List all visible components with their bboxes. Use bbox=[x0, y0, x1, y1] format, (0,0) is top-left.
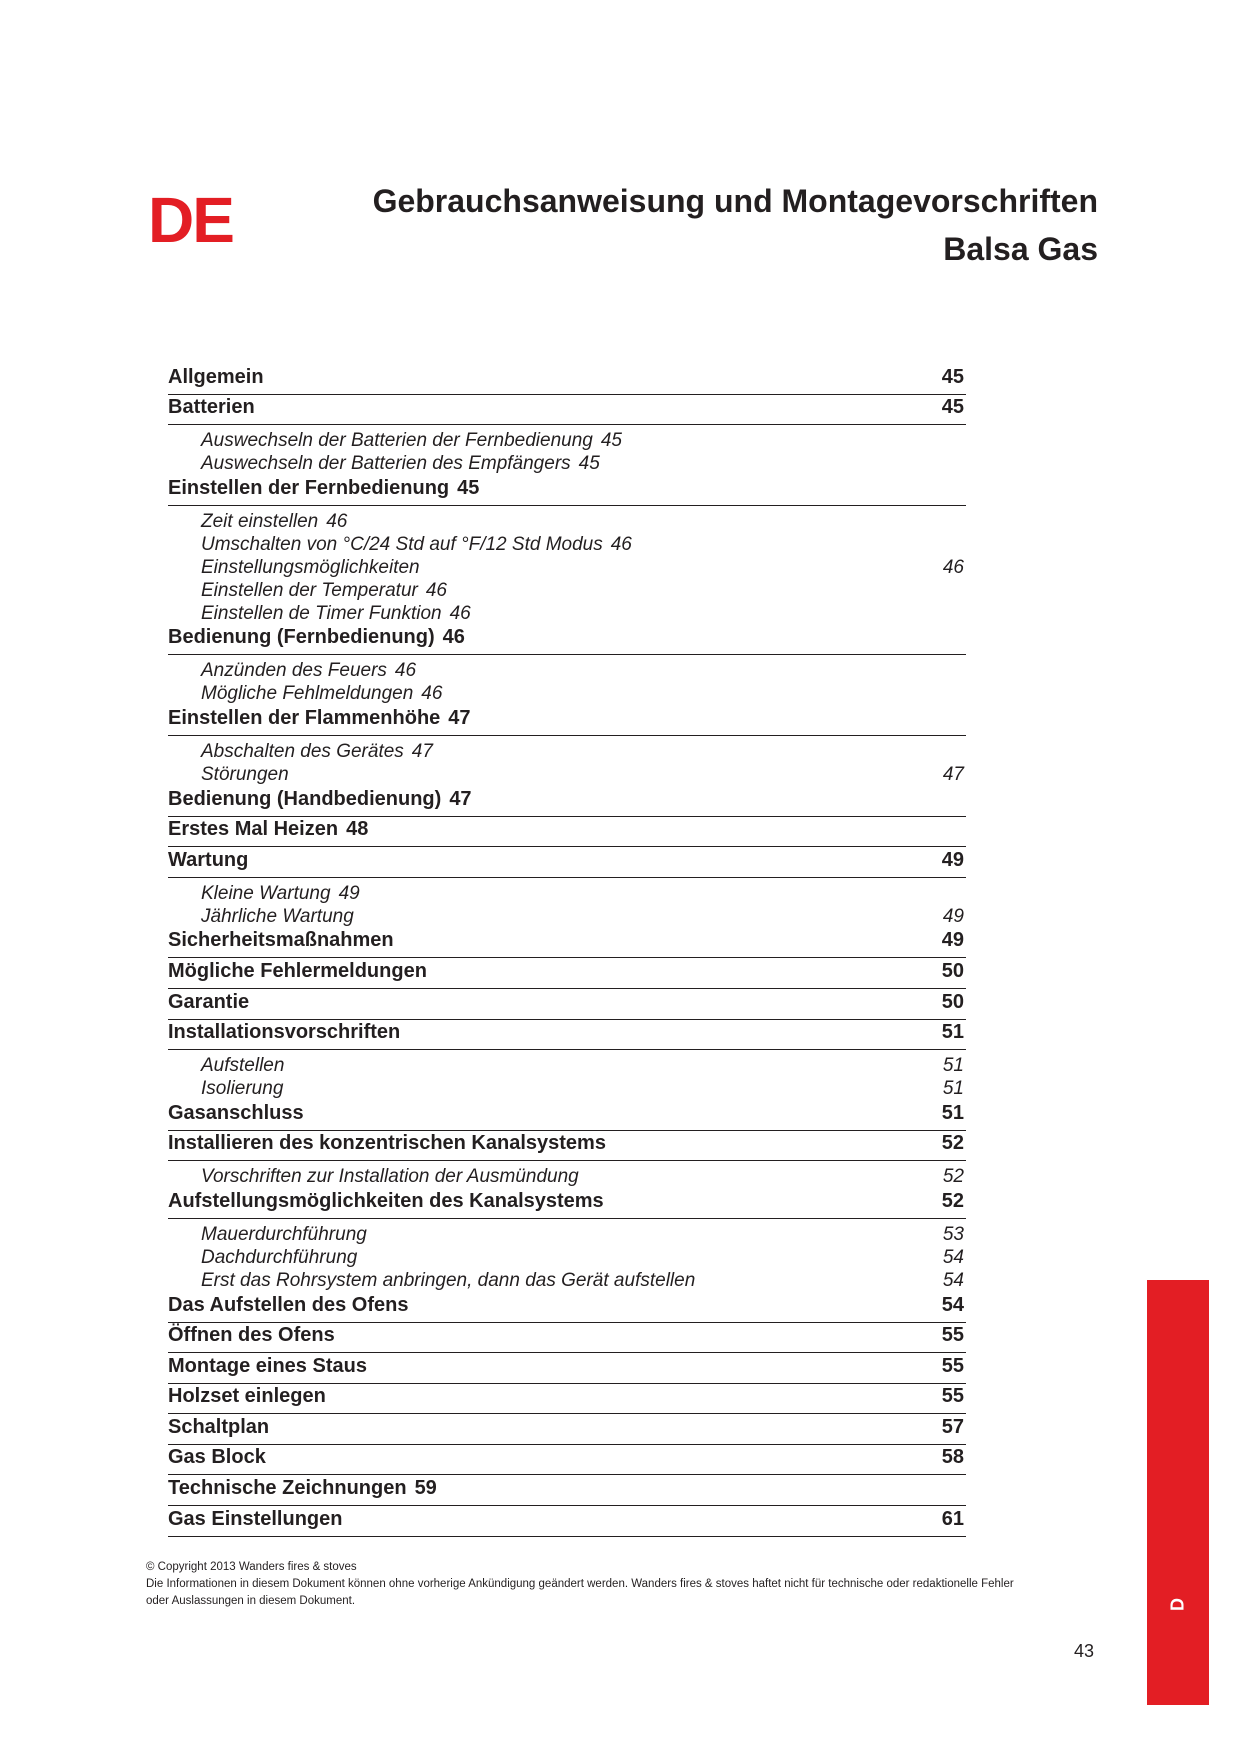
toc-page-number: 50 bbox=[941, 990, 964, 1013]
toc-entry-label: Mögliche Fehlermeldungen bbox=[168, 959, 427, 982]
page-number: 43 bbox=[1074, 1641, 1095, 1661]
product-name: Balsa Gas bbox=[943, 231, 1098, 267]
toc-entry-label: Gas Block bbox=[168, 1446, 266, 1469]
language-code: DE bbox=[148, 184, 233, 256]
toc-section[interactable] bbox=[168, 625, 966, 656]
table-of-contents bbox=[168, 364, 966, 1537]
toc-page-number: 45 bbox=[600, 430, 622, 452]
toc-page-number: 51 bbox=[941, 1021, 964, 1044]
toc-page-number: 45 bbox=[941, 365, 964, 388]
toc-page-number: 55 bbox=[941, 1354, 964, 1377]
toc-page-number: 46 bbox=[942, 556, 964, 578]
toc-entry-label: Isolierung bbox=[201, 1078, 284, 1100]
toc-page-number: 45 bbox=[578, 453, 600, 475]
toc-page-number: 46 bbox=[610, 533, 632, 555]
toc-section[interactable] bbox=[168, 1131, 966, 1162]
toc-page-number: 47 bbox=[942, 763, 964, 785]
toc-page-number: 59 bbox=[414, 1477, 437, 1500]
toc-subsection[interactable] bbox=[168, 1165, 966, 1188]
toc-page-number: 49 bbox=[941, 848, 964, 871]
toc-page-number: 45 bbox=[941, 396, 964, 419]
language-side-tab bbox=[1147, 1280, 1209, 1705]
toc-entry-label: Batterien bbox=[168, 396, 255, 419]
toc-subsection[interactable] bbox=[168, 905, 966, 928]
toc-page-number: 51 bbox=[942, 1055, 964, 1077]
toc-subsection[interactable] bbox=[168, 682, 966, 705]
toc-subsection[interactable] bbox=[168, 1054, 966, 1077]
toc-entry-label: Erst das Rohrsystem anbringen, dann das Gerät aufstellen bbox=[201, 1269, 696, 1291]
toc-entry-label: Bedienung (Fernbedienung) 46 bbox=[168, 626, 465, 649]
toc-section[interactable] bbox=[168, 1323, 966, 1354]
toc-section[interactable] bbox=[168, 958, 966, 989]
toc-subsection[interactable] bbox=[168, 556, 966, 579]
toc-subsection[interactable] bbox=[168, 1077, 966, 1100]
toc-entry-label: Kleine Wartung 49 bbox=[201, 882, 360, 904]
toc-subsection[interactable] bbox=[168, 533, 966, 556]
toc-page-number: 46 bbox=[326, 510, 348, 532]
toc-page-number: 52 bbox=[941, 1132, 964, 1155]
toc-section[interactable] bbox=[168, 1020, 966, 1051]
toc-section[interactable] bbox=[168, 395, 966, 426]
toc-section[interactable] bbox=[168, 705, 966, 736]
toc-section[interactable] bbox=[168, 1506, 966, 1537]
toc-page-number: 46 bbox=[442, 626, 465, 649]
toc-entry-label: Technische Zeichnungen 59 bbox=[168, 1477, 437, 1500]
toc-section[interactable] bbox=[168, 817, 966, 848]
toc-entry-label: Montage eines Staus bbox=[168, 1354, 367, 1377]
toc-entry-label: Allgemein bbox=[168, 365, 264, 388]
toc-entry-label: Zeit einstellen 46 bbox=[201, 510, 348, 532]
toc-entry-label: Einstellungsmöglichkeiten bbox=[201, 556, 420, 578]
toc-subsection[interactable] bbox=[168, 740, 966, 763]
toc-page-number: 47 bbox=[448, 706, 471, 729]
toc-section[interactable] bbox=[168, 928, 966, 959]
toc-entry-label: Das Aufstellen des Ofens bbox=[168, 1293, 409, 1316]
toc-subsection[interactable] bbox=[168, 510, 966, 533]
toc-entry-label: Wartung bbox=[168, 848, 249, 871]
toc-entry-label: Einstellen der Temperatur 46 bbox=[201, 579, 447, 601]
toc-entry-label: Installieren des konzentrischen Kanalsystems bbox=[168, 1132, 606, 1155]
toc-section[interactable] bbox=[168, 1188, 966, 1219]
toc-section[interactable] bbox=[168, 364, 966, 395]
toc-section[interactable] bbox=[168, 475, 966, 506]
toc-page-number: 54 bbox=[941, 1293, 964, 1316]
toc-page-number: 49 bbox=[942, 905, 964, 927]
toc-page-number: 54 bbox=[942, 1269, 964, 1291]
toc-page-number: 49 bbox=[338, 882, 360, 904]
toc-subsection[interactable] bbox=[168, 763, 966, 786]
toc-page-number: 45 bbox=[457, 476, 480, 499]
toc-page-number: 57 bbox=[941, 1415, 964, 1438]
disclaimer-line-1: Die Informationen in diesem Dokument können ohne vorherige Ankündigung geändert werden. Wanders fires & stoves haftet nicht für technische oder redaktionelle Fehler bbox=[146, 1578, 1014, 1590]
toc-page-number: 46 bbox=[421, 683, 443, 705]
toc-entry-label: Sicherheitsmaßnahmen bbox=[168, 929, 394, 952]
toc-subsection[interactable] bbox=[168, 452, 966, 475]
toc-page-number: 54 bbox=[942, 1246, 964, 1268]
copyright-line: © Copyright 2013 Wanders fires & stoves bbox=[146, 1561, 357, 1573]
toc-entry-label: Dachdurchführung bbox=[201, 1246, 358, 1268]
toc-page-number: 52 bbox=[941, 1189, 964, 1212]
toc-page-number: 58 bbox=[941, 1446, 964, 1469]
toc-entry-label: Mögliche Fehlmeldungen 46 bbox=[201, 683, 443, 705]
toc-page-number: 47 bbox=[411, 740, 433, 762]
copyright-notice bbox=[146, 1559, 1106, 1610]
disclaimer-line-2: oder Auslassungen in diesem Dokument. bbox=[146, 1595, 356, 1607]
toc-page-number: 55 bbox=[941, 1324, 964, 1347]
toc-subsection[interactable] bbox=[168, 602, 966, 625]
toc-page-number: 51 bbox=[942, 1078, 964, 1100]
side-tab-letter: D bbox=[1167, 1598, 1188, 1611]
toc-entry-label: Jährliche Wartung bbox=[201, 905, 354, 927]
toc-section[interactable] bbox=[168, 786, 966, 817]
toc-section[interactable] bbox=[168, 1445, 966, 1476]
toc-section[interactable] bbox=[168, 989, 966, 1020]
toc-entry-label: Auswechseln der Batterien der Fernbedienung 45 bbox=[201, 430, 622, 452]
toc-subsection[interactable] bbox=[168, 1223, 966, 1246]
toc-section[interactable] bbox=[168, 1414, 966, 1445]
toc-entry-label: Holzset einlegen bbox=[168, 1385, 326, 1408]
toc-entry-label: Aufstellen bbox=[201, 1055, 285, 1077]
toc-section[interactable] bbox=[168, 1475, 966, 1506]
toc-page-number: 47 bbox=[449, 787, 472, 810]
toc-page-number: 50 bbox=[941, 959, 964, 982]
toc-entry-label: Abschalten des Gerätes 47 bbox=[201, 740, 433, 762]
toc-section[interactable] bbox=[168, 1384, 966, 1415]
toc-page-number: 46 bbox=[394, 660, 417, 682]
toc-entry-label: Aufstellungsmöglichkeiten des Kanalsystems bbox=[168, 1189, 604, 1212]
toc-entry-label: Gasanschluss bbox=[168, 1101, 304, 1124]
toc-entry-label: Gas Einstellungen bbox=[168, 1507, 343, 1530]
toc-subsection[interactable] bbox=[168, 579, 966, 602]
toc-page-number: 52 bbox=[942, 1166, 964, 1188]
toc-entry-label: Einstellen der Fernbedienung 45 bbox=[168, 476, 480, 499]
toc-entry-label: Erstes Mal Heizen 48 bbox=[168, 818, 369, 841]
toc-entry-label: Vorschriften zur Installation der Ausmündung bbox=[201, 1166, 579, 1188]
toc-subsection[interactable] bbox=[168, 429, 966, 452]
toc-page-number: 46 bbox=[425, 579, 447, 601]
toc-page-number: 51 bbox=[941, 1101, 964, 1124]
toc-entry-label: Installationsvorschriften bbox=[168, 1021, 401, 1044]
toc-page-number: 55 bbox=[941, 1385, 964, 1408]
toc-page-number: 49 bbox=[941, 929, 964, 952]
toc-subsection[interactable] bbox=[168, 882, 966, 905]
toc-page-number: 61 bbox=[941, 1507, 964, 1530]
toc-page-number: 48 bbox=[346, 818, 369, 841]
toc-entry-label: Öffnen des Ofens bbox=[168, 1324, 335, 1347]
toc-section[interactable] bbox=[168, 847, 966, 878]
toc-entry-label: Einstellen de Timer Funktion 46 bbox=[201, 602, 471, 624]
toc-entry-label: Anzünden des Feuers 46 bbox=[201, 660, 417, 682]
toc-entry-label: Umschalten von °C/24 Std auf °F/12 Std Modus 46 bbox=[201, 533, 632, 555]
toc-entry-label: Schaltplan bbox=[168, 1415, 270, 1438]
toc-section[interactable] bbox=[168, 1292, 966, 1323]
toc-entry-label: Einstellen der Flammenhöhe 47 bbox=[168, 706, 471, 729]
toc-section[interactable] bbox=[168, 1353, 966, 1384]
toc-section[interactable] bbox=[168, 1100, 966, 1131]
toc-entry-label: Bedienung (Handbedienung) 47 bbox=[168, 787, 472, 810]
toc-page-number: 46 bbox=[449, 602, 471, 624]
toc-entry-label: Auswechseln der Batterien des Empfängers 45 bbox=[201, 453, 600, 475]
toc-subsection[interactable] bbox=[168, 659, 966, 682]
toc-entry-label: Garantie bbox=[168, 990, 250, 1013]
toc-subsection[interactable] bbox=[168, 1269, 966, 1292]
toc-entry-label: Störungen bbox=[201, 763, 289, 785]
toc-entry-label: Mauerdurchführung bbox=[201, 1223, 367, 1245]
toc-subsection[interactable] bbox=[168, 1246, 966, 1269]
document-title: Gebrauchsanweisung und Montagevorschriften bbox=[372, 183, 1098, 219]
toc-page-number: 53 bbox=[942, 1223, 964, 1245]
